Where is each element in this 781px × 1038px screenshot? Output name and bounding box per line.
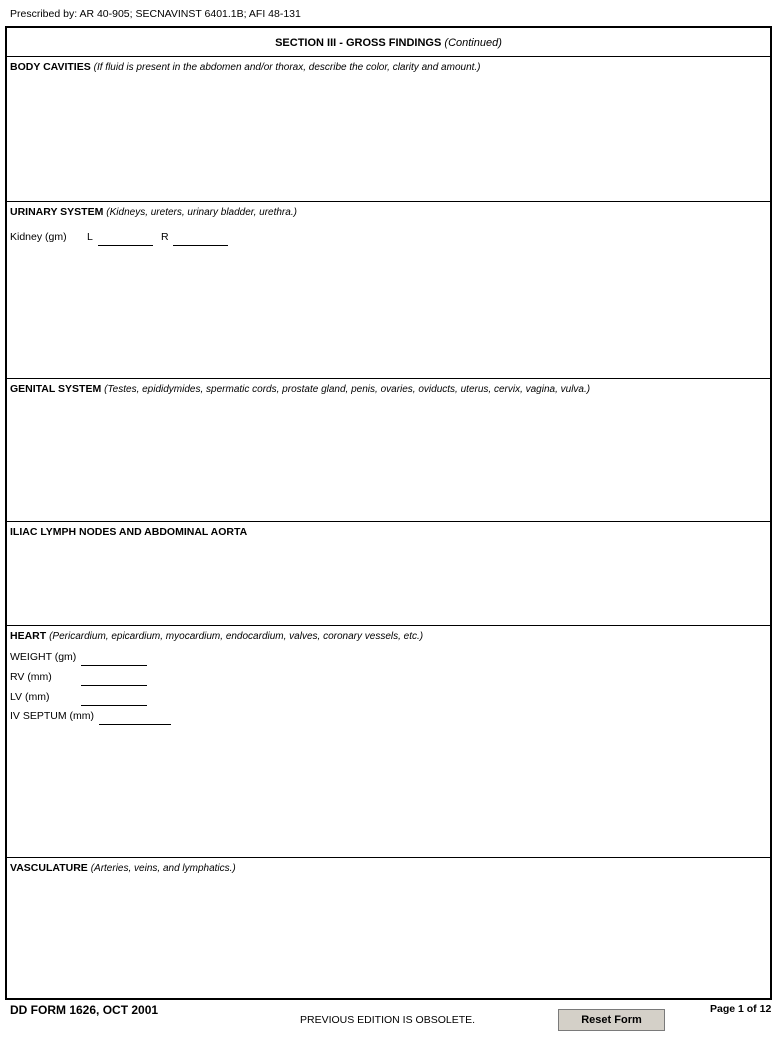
vasculature-heading: VASCULATURE (10, 862, 88, 874)
iliac-header (10, 526, 247, 538)
heart-lv-input[interactable] (81, 691, 147, 706)
prescribed-by: Prescribed by: AR 40-905; SECNAVINST 6401.1B; AFI 48-131 (10, 8, 301, 20)
body-cavities-heading: BODY CAVITIES (10, 61, 91, 73)
iliac-block (7, 522, 770, 626)
heart-iv-septum-label: IV SEPTUM (mm) (10, 710, 94, 722)
kidney-label: Kidney (gm) (10, 231, 67, 243)
kidney-left-label: L (87, 231, 93, 243)
page-number: Page 1 of 12 (710, 1003, 772, 1015)
vasculature-note: (Arteries, veins, and lymphatics.) (90, 863, 236, 874)
genital-system-header (10, 383, 590, 395)
vasculature-field[interactable] (10, 878, 767, 995)
heart-lv-label: LV (mm) (10, 691, 50, 703)
form-id: DD FORM 1626, OCT 2001 (10, 1003, 159, 1017)
iliac-field[interactable] (10, 542, 767, 622)
iliac-heading: ILIAC LYMPH NODES AND ABDOMINAL AORTA (10, 526, 248, 538)
gross-findings-form (5, 26, 772, 1000)
heart-block (7, 626, 770, 858)
heart-rv-label: RV (mm) (10, 671, 52, 683)
section-title-text: SECTION III - GROSS FINDINGS (275, 37, 442, 49)
section-continued: (Continued) (444, 37, 502, 49)
urinary-system-field[interactable] (10, 250, 767, 375)
kidney-left-input[interactable] (98, 231, 153, 246)
reset-form-button[interactable]: Reset Form (558, 1009, 665, 1031)
kidney-right-input[interactable] (173, 231, 228, 246)
urinary-system-header (10, 206, 297, 218)
urinary-system-heading: URINARY SYSTEM (10, 206, 104, 218)
genital-system-field[interactable] (10, 399, 767, 518)
kidney-right-label: R (161, 231, 169, 243)
section-title (7, 28, 770, 57)
heart-weight-input[interactable] (81, 651, 147, 666)
genital-system-block (7, 379, 770, 522)
heart-weight-label: WEIGHT (gm) (10, 651, 77, 663)
body-cavities-header (10, 61, 481, 73)
heart-rv-input[interactable] (81, 671, 147, 686)
vasculature-header (10, 862, 236, 874)
body-cavities-note: (If fluid is present in the abdomen and/or thorax, describe the color, clarity and amount.) (93, 62, 481, 73)
vasculature-block (7, 858, 770, 998)
urinary-system-note: (Kidneys, ureters, urinary bladder, urethra.) (106, 207, 297, 218)
genital-system-note: (Testes, epididymides, spermatic cords, prostate gland, penis, ovaries, oviducts, uterus, cervix, vagina, vulva.) (104, 384, 591, 395)
genital-system-heading: GENITAL SYSTEM (10, 383, 102, 395)
urinary-system-block (7, 202, 770, 379)
heart-field[interactable] (10, 730, 767, 854)
heart-header (10, 630, 423, 642)
heart-iv-septum-input[interactable] (99, 710, 171, 725)
heart-heading: HEART (10, 630, 47, 642)
body-cavities-block (7, 57, 770, 202)
heart-note: (Pericardium, epicardium, myocardium, endocardium, valves, coronary vessels, etc.) (49, 631, 424, 642)
body-cavities-field[interactable] (10, 77, 767, 198)
obsolete-notice: PREVIOUS EDITION IS OBSOLETE. (300, 1014, 476, 1026)
